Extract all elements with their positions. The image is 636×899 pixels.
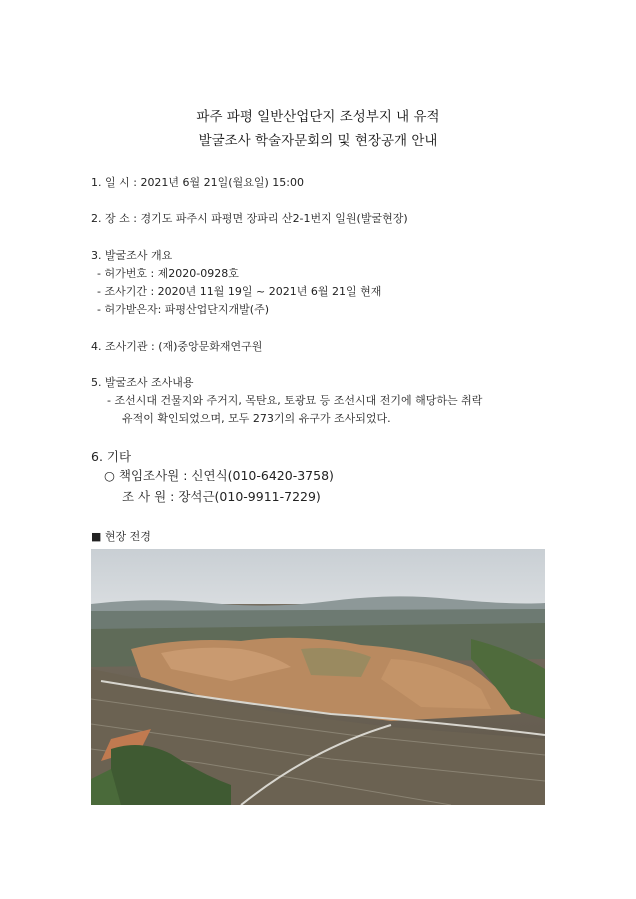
overview-period: - 조사기간 : 2020년 11월 19일 ~ 2021년 6월 21일 현재: [97, 285, 382, 298]
item-place: 2. 장 소 : 경기도 파주시 파평면 장파리 산2-1번지 일원(발굴현장): [91, 212, 408, 225]
item-agency: 4. 조사기관 : (재)중앙문화재연구원: [91, 340, 263, 353]
item-date: 1. 일 시 : 2021년 6월 21일(월요일) 15:00: [91, 176, 304, 189]
content-line1: - 조선시대 건물지와 주거지, 목탄요, 토광묘 등 조선시대 전기에 해당하는 취락: [107, 394, 483, 407]
site-aerial-photo: [91, 549, 545, 805]
item-overview-title: 3. 발굴조사 개요: [91, 249, 173, 262]
contact-staff: 조 사 원 : 장석근(010-9911-7229): [122, 489, 321, 504]
overview-permit: - 허가번호 : 제2020-0928호: [97, 267, 239, 280]
item-etc-title: 6. 기타: [91, 449, 132, 464]
contact-lead: ○ 책임조사원 : 신연식(010-6420-3758): [104, 468, 334, 483]
doc-title-line1: 파주 파평 일반산업단지 조성부지 내 유적: [196, 109, 440, 125]
doc-title-line2: 발굴조사 학술자문회의 및 현장공개 안내: [198, 133, 438, 149]
item-content-title: 5. 발굴조사 조사내용: [91, 376, 194, 389]
content-line2: 유적이 확인되었으며, 모두 273기의 유구가 조사되었다.: [122, 412, 391, 425]
photo-caption: ■ 현장 전경: [91, 530, 151, 543]
overview-permittee: - 허가받은자: 파평산업단지개발(주): [97, 303, 270, 316]
